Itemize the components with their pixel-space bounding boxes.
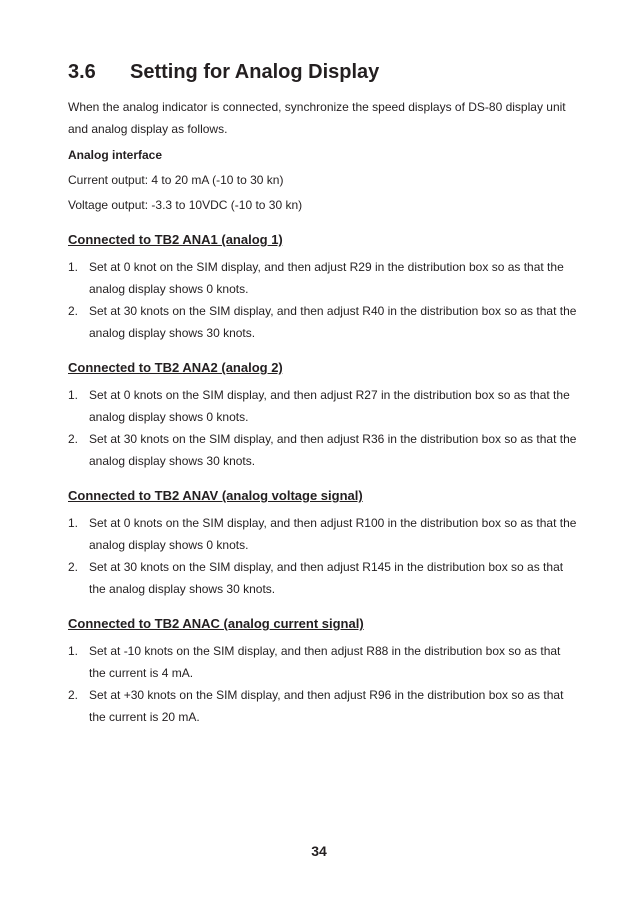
voltage-output-spec: Voltage output: -3.3 to 10VDC (-10 to 30 kn)	[68, 198, 303, 212]
list-item	[68, 300, 578, 344]
subsection-title-anav: Connected to TB2 ANAV (analog voltage signal)	[68, 488, 363, 503]
list-item	[68, 640, 578, 684]
intro-paragraph: When the analog indicator is connected, synchronize the speed displays of DS-80 display unit and analog display as follows.	[68, 100, 566, 136]
section-title: Setting for Analog Display	[130, 61, 380, 83]
steps-list-anav	[68, 512, 578, 600]
list-item	[68, 256, 578, 300]
step-text: Set at 0 knot on the SIM display, and then adjust R29 in the distribution box so as that the analog display shows 0 knots.	[89, 260, 564, 296]
step-text: Set at 0 knots on the SIM display, and then adjust R100 in the distribution box so as that the analog display shows 0 knots.	[89, 516, 577, 552]
step-number: 2.	[68, 304, 79, 318]
step-number: 2.	[68, 432, 79, 446]
current-output-spec: Current output: 4 to 20 mA (-10 to 30 kn)	[68, 173, 284, 187]
step-number: 2.	[68, 688, 79, 702]
step-number: 1.	[68, 388, 79, 402]
section-heading	[68, 58, 578, 86]
step-text: Set at 30 knots on the SIM display, and then adjust R36 in the distribution box so as that the analog display shows 30 knots.	[89, 432, 577, 468]
steps-list-ana1	[68, 256, 578, 344]
step-number: 1.	[68, 260, 79, 274]
subsection-title-anac: Connected to TB2 ANAC (analog current signal)	[68, 616, 364, 631]
step-text: Set at -10 knots on the SIM display, and then adjust R88 in the distribution box so as that the current is 4 mA.	[89, 644, 561, 680]
analog-interface-title: Analog interface	[68, 148, 163, 162]
subsection-title-ana1: Connected to TB2 ANA1 (analog 1)	[68, 232, 283, 247]
list-item	[68, 512, 578, 556]
page-number: 34	[311, 843, 327, 859]
step-text: Set at 30 knots on the SIM display, and then adjust R145 in the distribution box so as that the analog display shows 30 knots.	[89, 560, 564, 596]
section-number: 3.6	[68, 61, 96, 83]
list-item	[68, 684, 578, 728]
step-number: 2.	[68, 560, 79, 574]
list-item	[68, 556, 578, 600]
step-text: Set at 30 knots on the SIM display, and then adjust R40 in the distribution box so as that the analog display shows 30 knots.	[89, 304, 577, 340]
step-number: 1.	[68, 516, 79, 530]
steps-list-anac	[68, 640, 578, 728]
step-number: 1.	[68, 644, 79, 658]
subsection-title-ana2: Connected to TB2 ANA2 (analog 2)	[68, 360, 283, 375]
step-text: Set at 0 knots on the SIM display, and then adjust R27 in the distribution box so as that the analog display shows 0 knots.	[89, 388, 570, 424]
page-content	[68, 58, 578, 728]
step-text: Set at +30 knots on the SIM display, and then adjust R96 in the distribution box so as that the current is 20 mA.	[89, 688, 564, 724]
list-item	[68, 384, 578, 428]
list-item	[68, 428, 578, 472]
steps-list-ana2	[68, 384, 578, 472]
